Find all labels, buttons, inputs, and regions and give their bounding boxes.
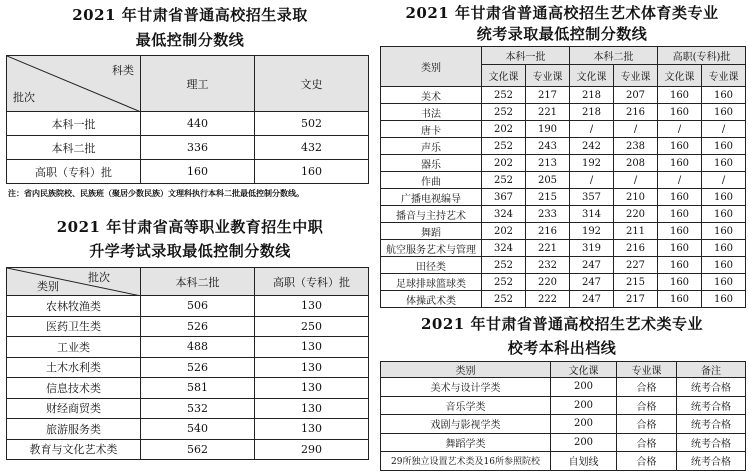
t3-cell: 232 [526, 257, 570, 274]
t2-cell: 488 [141, 337, 255, 358]
t4-cell: 统考合格 [677, 433, 746, 452]
t2-cell: 540 [141, 419, 255, 440]
t4-row-label: 舞蹈学类 [381, 433, 551, 452]
t3-cell: 160 [702, 104, 746, 121]
t4-cell: 200 [551, 378, 617, 397]
t2-title [5, 216, 375, 262]
t4-header: 类别 [381, 362, 551, 378]
table-row [381, 121, 746, 138]
t2-cell: 130 [255, 357, 369, 378]
t1-col-header: 理工 [141, 56, 255, 112]
t2-row-label: 医药卫生类 [7, 316, 141, 337]
t3-cell: 314 [570, 206, 614, 223]
table-row [381, 291, 746, 308]
t3-cell: 213 [526, 155, 570, 172]
table-row [381, 452, 746, 471]
t3-group-header: 高职(专科)批 [658, 47, 746, 65]
t1-header-bottom: 批次 [13, 91, 35, 104]
t3-cell: 160 [658, 87, 702, 104]
t3-cell: 217 [614, 291, 658, 308]
t3-table [380, 46, 746, 308]
t3-sub-header: 专业课 [702, 65, 746, 87]
t3-sub-header: 文化课 [482, 65, 526, 87]
t3-cell: 160 [702, 155, 746, 172]
t3-cell: 220 [614, 206, 658, 223]
t4-header: 专业课 [617, 362, 677, 378]
t3-cell: 211 [614, 223, 658, 240]
table-row [381, 206, 746, 223]
t2-row-label: 农林牧渔类 [7, 296, 141, 317]
t3-cell: 247 [570, 274, 614, 291]
table-row [381, 415, 746, 434]
t3-cell: 252 [482, 257, 526, 274]
t4-row-label: 音乐学类 [381, 396, 551, 415]
t3-row-label: 唐卡 [381, 121, 482, 138]
t1-diagonal-header [7, 56, 141, 112]
t1-header-top: 科类 [112, 64, 134, 77]
t3-cell: 160 [658, 104, 702, 121]
table-row [381, 87, 746, 104]
t3-cell: 242 [570, 138, 614, 155]
t2-cell: 581 [141, 378, 255, 399]
table-row [381, 155, 746, 172]
t4-row-label: 戏剧与影视学类 [381, 415, 551, 434]
t3-cell: 160 [658, 223, 702, 240]
t2-cell: 526 [141, 316, 255, 337]
t3-group-header: 本科二批 [570, 47, 658, 65]
t4-title-line2: 校考本科出档线 [507, 339, 617, 357]
t3-cell: 252 [482, 138, 526, 155]
t4-cell: 统考合格 [677, 452, 746, 471]
t3-cell: 202 [482, 223, 526, 240]
t2-row-label: 工业类 [7, 337, 141, 358]
table-row [381, 138, 746, 155]
t3-cell: 160 [658, 257, 702, 274]
t3-cell: 221 [526, 240, 570, 257]
t2-table [6, 267, 369, 460]
t2-cell: 562 [141, 439, 255, 460]
t4-cell: 200 [551, 433, 617, 452]
t3-cell: 160 [702, 138, 746, 155]
t1-title-line2: 最低控制分数线 [135, 31, 245, 49]
t3-cell: 252 [482, 274, 526, 291]
t3-cell: 210 [614, 189, 658, 206]
t3-category-header: 类别 [381, 47, 482, 87]
t3-group-header: 本科一批 [482, 47, 570, 65]
t3-cell: / [614, 121, 658, 138]
t4-title-line1: 2021 年甘肃省普通高校招生艺术类专业 [421, 315, 703, 333]
t2-cell: 130 [255, 296, 369, 317]
t3-cell: 357 [570, 189, 614, 206]
t4-cell: 自划线 [551, 452, 617, 471]
t3-cell: 207 [614, 87, 658, 104]
t3-cell: 160 [702, 189, 746, 206]
t2-title-line1: 2021 年甘肃省高等职业教育招生中职 [56, 218, 324, 236]
table-row [381, 378, 746, 397]
t3-body [381, 87, 746, 308]
t3-row-label: 器乐 [381, 155, 482, 172]
t2-cell: 130 [255, 419, 369, 440]
t4-cell: 合格 [617, 433, 677, 452]
t1-table [6, 55, 369, 184]
t2-title-line2: 升学考试录取最低控制分数线 [89, 242, 291, 260]
t1-row-label: 高职（专科）批 [7, 160, 141, 184]
t4-cell: 合格 [617, 378, 677, 397]
t3-cell: / [702, 121, 746, 138]
t3-cell: 367 [482, 189, 526, 206]
t2-row-label: 信息技术类 [7, 378, 141, 399]
t3-cell: / [614, 172, 658, 189]
t4-title [378, 313, 746, 359]
t3-cell: 192 [570, 155, 614, 172]
t3-cell: 222 [526, 291, 570, 308]
t1-title-line1: 2021 年甘肃省普通高校招生录取 [72, 6, 308, 24]
t3-row-label: 美术 [381, 87, 482, 104]
t2-row-label: 教育与文化艺术类 [7, 439, 141, 460]
t1-cell: 440 [141, 112, 255, 136]
t4-body [381, 378, 746, 471]
t3-cell: 160 [658, 138, 702, 155]
t3-cell: 220 [526, 274, 570, 291]
t3-cell: 202 [482, 121, 526, 138]
t2-cell: 526 [141, 357, 255, 378]
table-row [381, 396, 746, 415]
t3-cell: 160 [658, 291, 702, 308]
t1-title [5, 4, 375, 51]
table-row [381, 274, 746, 291]
table-row [381, 223, 746, 240]
t1-cell: 160 [255, 160, 369, 184]
table-row [381, 240, 746, 257]
t4-row-label: 美术与设计学类 [381, 378, 551, 397]
t4-cell: 200 [551, 396, 617, 415]
t4-header: 文化课 [551, 362, 617, 378]
t3-row-label: 书法 [381, 104, 482, 121]
t3-cell: 160 [702, 257, 746, 274]
t3-row-label: 作曲 [381, 172, 482, 189]
t3-row-label: 航空服务艺术与管理 [381, 240, 482, 257]
t3-cell: / [658, 172, 702, 189]
t3-cell: 247 [570, 257, 614, 274]
table-row [381, 172, 746, 189]
t3-cell: 319 [570, 240, 614, 257]
t2-col-header: 高职（专科）批 [255, 268, 369, 296]
t1-row-label: 本科一批 [7, 112, 141, 136]
t3-row-label: 播音与主持艺术 [381, 206, 482, 223]
t3-cell: 160 [658, 189, 702, 206]
t2-col-header: 本科二批 [141, 268, 255, 296]
t3-cell: 243 [526, 138, 570, 155]
t3-cell: / [658, 121, 702, 138]
t3-cell: 202 [482, 155, 526, 172]
t4-row-label: 29所独立设置艺术类及16所参照院校 [381, 452, 551, 471]
t3-cell: 216 [614, 240, 658, 257]
t4-cell: 200 [551, 415, 617, 434]
t3-cell: 252 [482, 172, 526, 189]
t4-cell: 合格 [617, 415, 677, 434]
t3-cell: 252 [482, 104, 526, 121]
t3-cell: / [570, 172, 614, 189]
t3-cell: 160 [658, 206, 702, 223]
t3-cell: 160 [702, 206, 746, 223]
t3-sub-header: 文化课 [658, 65, 702, 87]
t3-cell: 252 [482, 87, 526, 104]
t3-title-line1: 2021 年甘肃省普通高校招生艺术体育类专业 [405, 4, 719, 22]
t3-cell: 160 [658, 240, 702, 257]
t1-cell: 432 [255, 136, 369, 160]
t3-cell: / [570, 121, 614, 138]
t1-cell: 502 [255, 112, 369, 136]
t2-header-top: 批次 [88, 271, 110, 284]
t3-cell: 221 [526, 104, 570, 121]
t4-cell: 合格 [617, 396, 677, 415]
t3-cell: 215 [526, 189, 570, 206]
t3-cell: 160 [702, 291, 746, 308]
t3-cell: 233 [526, 206, 570, 223]
t1-col-header: 文史 [255, 56, 369, 112]
table-row [381, 257, 746, 274]
t2-row-label: 旅游服务类 [7, 419, 141, 440]
t1-footnote: 注：省内民族院校、民族班（聚居少数民族）文理科执行本科二批最低控制分数线。 [8, 188, 304, 198]
t2-cell: 130 [255, 378, 369, 399]
t3-cell: 160 [702, 274, 746, 291]
t4-cell: 统考合格 [677, 378, 746, 397]
t3-cell: 190 [526, 121, 570, 138]
t3-row-label: 舞蹈 [381, 223, 482, 240]
t3-cell: 160 [658, 155, 702, 172]
t1-row-label: 本科二批 [7, 136, 141, 160]
table-row [381, 189, 746, 206]
t4-cell: 统考合格 [677, 396, 746, 415]
t3-row-label: 足球排球篮球类 [381, 274, 482, 291]
t3-cell: 247 [570, 291, 614, 308]
t3-cell: 324 [482, 206, 526, 223]
t4-cell: 合格 [617, 452, 677, 471]
t2-header-bottom: 类别 [37, 280, 59, 293]
t2-cell: 130 [255, 398, 369, 419]
t3-cell: 192 [570, 223, 614, 240]
t3-cell: 218 [570, 87, 614, 104]
t3-row-label: 广播电视编导 [381, 189, 482, 206]
t2-cell: 130 [255, 337, 369, 358]
t3-cell: 252 [482, 291, 526, 308]
t3-cell: 216 [526, 223, 570, 240]
t3-cell: 215 [614, 274, 658, 291]
t3-row-label: 体操武术类 [381, 291, 482, 308]
t4-table [380, 361, 746, 471]
diagonal-line-icon [7, 268, 141, 296]
t2-row-label: 财经商贸类 [7, 398, 141, 419]
t1-cell: 336 [141, 136, 255, 160]
t3-cell: / [702, 172, 746, 189]
t3-cell: 227 [614, 257, 658, 274]
t3-cell: 216 [614, 104, 658, 121]
t2-cell: 250 [255, 316, 369, 337]
t3-cell: 238 [614, 138, 658, 155]
t3-cell: 205 [526, 172, 570, 189]
t3-sub-header: 文化课 [570, 65, 614, 87]
t3-cell: 160 [658, 274, 702, 291]
t2-row-label: 土木水利类 [7, 357, 141, 378]
table-row [381, 104, 746, 121]
t4-cell: 统考合格 [677, 415, 746, 434]
t1-cell: 160 [141, 160, 255, 184]
t3-cell: 217 [526, 87, 570, 104]
t2-diagonal-header [7, 268, 141, 296]
t3-cell: 160 [702, 223, 746, 240]
t2-cell: 506 [141, 296, 255, 317]
t2-cell: 532 [141, 398, 255, 419]
t2-cell: 290 [255, 439, 369, 460]
t3-title [378, 2, 746, 45]
t3-sub-header: 专业课 [526, 65, 570, 87]
t3-title-line2: 统考录取最低控制分数线 [476, 25, 648, 43]
t3-cell: 324 [482, 240, 526, 257]
t3-sub-header: 专业课 [614, 65, 658, 87]
t4-header: 备注 [677, 362, 746, 378]
table-row [381, 433, 746, 452]
t3-cell: 208 [614, 155, 658, 172]
t3-cell: 160 [702, 87, 746, 104]
t3-row-label: 田径类 [381, 257, 482, 274]
t3-row-label: 声乐 [381, 138, 482, 155]
t3-cell: 160 [702, 240, 746, 257]
t3-cell: 218 [570, 104, 614, 121]
